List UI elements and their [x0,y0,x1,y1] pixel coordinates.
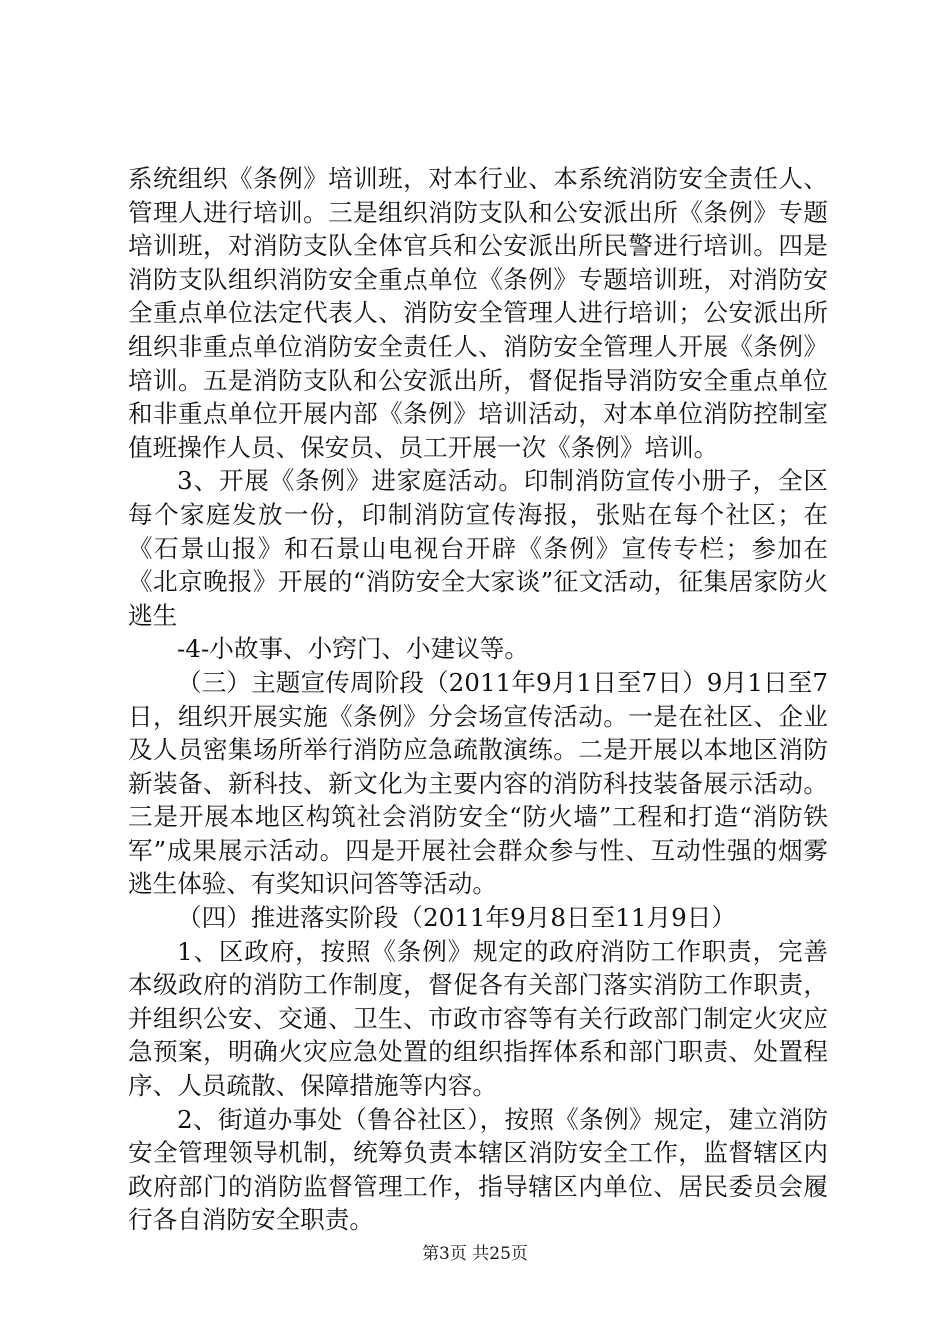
page-footer: 第3页 共25页 [422,1244,528,1264]
paragraph-2: 3、开展《条例》进家庭活动。印制消防宣传小册子，全区每个家庭发放一份，印制消防宣传海报，张贴在每个社区；在《石景山报》和石景山电视台开辟《条例》宣传专栏；参加在《北京晚报》开展的“消防安全大家谈”征文活动，征集居家防火逃生 [128,466,828,630]
paragraph-6: 1、区政府，按照《条例》规定的政府消防工作职责，完善本级政府的消防工作制度，督促各有关部门落实消防工作职责，并组织公安、交通、卫生、市政市容等有关行政部门制定火灾应急预案，明确火灾应急处置的组织指挥体系和部门职责、处置程序、人员疏散、保障措施等内容。 [128,936,828,1101]
paragraph-4: （三）主题宣传周阶段（2011年9月1日至7日）9月1日至7日，组织开展实施《条例》分会场宣传活动。一是在社区、企业及人员密集场所举行消防应急疏散演练。二是开展以本地区消防新装备、新科技、新文化为主要内容的消防科技装备展示活动。三是开展本地区构筑社会消防安全“防火墙”工程和打造“消防铁军”成果展示活动。四是开展社会群众参与性、互动性强的烟雾逃生体验、有奖知识问答等活动。 [128,667,828,899]
paragraph-3: -4-小故事、小窍门、小建议等。 [177,634,529,664]
document-body [128,162,828,1237]
paragraph-1: 系统组织《条例》培训班，对本行业、本系统消防安全责任人、管理人进行培训。三是组织消防支队和公安派出所《条例》专题培训班，对消防支队全体官兵和公安派出所民警进行培训。四是消防支队组织消防安全重点单位《条例》专题培训班，对消防安全重点单位法定代表人、消防安全管理人进行培训；公安派出所组织非重点单位消防安全责任人、消防安全管理人开展《条例》培训。五是消防支队和公安派出所，督促指导消防安全重点单位和非重点单位开展内部《条例》培训活动，对本单位消防控制室值班操作人员、保安员、员工开展一次《条例》培训。 [128,164,828,462]
paragraph-7: 2、街道办事处（鲁谷社区），按照《条例》规定，建立消防安全管理领导机制，统筹负责本辖区消防安全工作，监督辖区内政府部门的消防监督管理工作，指导辖区内单位、居民委员会履行各自消防安全职责。 [128,1104,828,1235]
paragraph-5: （四）推进落实阶段（2011年9月8日至11月9日） [177,903,736,933]
